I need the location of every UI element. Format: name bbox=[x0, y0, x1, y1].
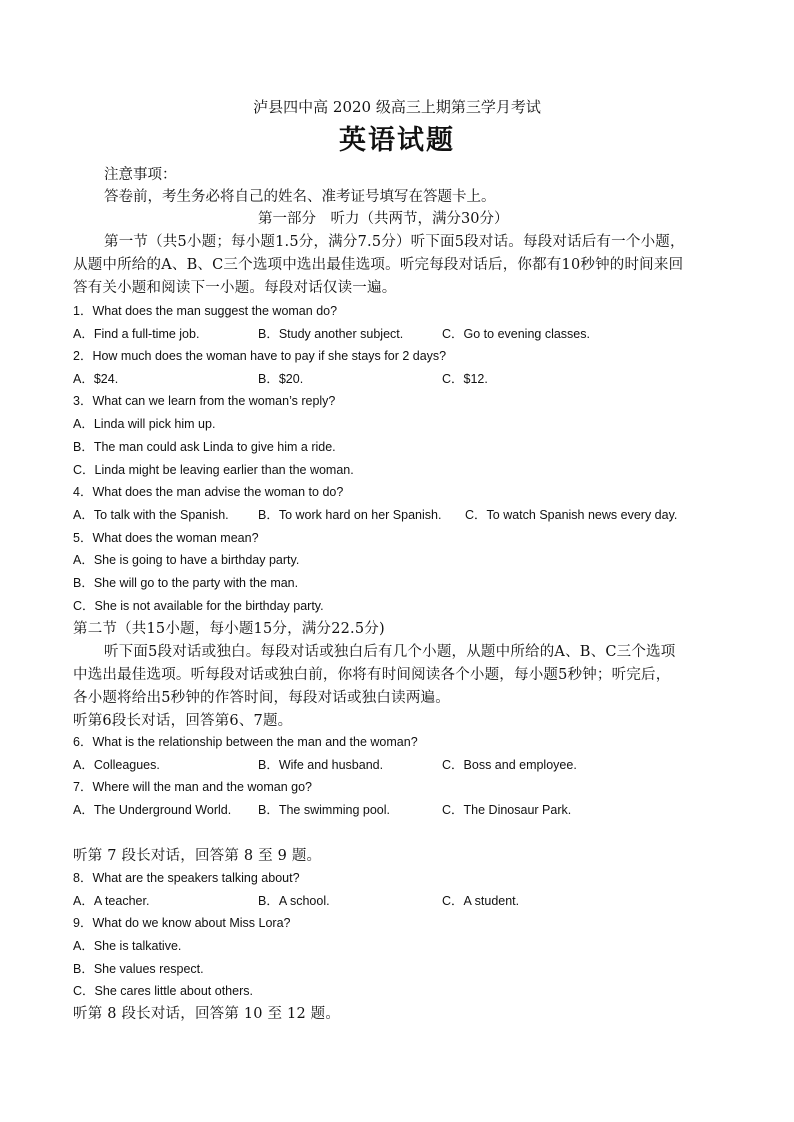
question-1-stem: 1．What does the man suggest the woman do? bbox=[73, 304, 338, 318]
question-4-option-c: C．To watch Spanish news every day. bbox=[465, 508, 678, 522]
question-2-stem: 2．How much does the woman have to pay if she stays for 2 days? bbox=[73, 349, 447, 363]
question-2-option-a: A．$24. bbox=[73, 372, 119, 386]
dialog-8-instruction: 听第 8 段长对话，回答第 10 至 12 题。 bbox=[73, 1006, 341, 1022]
part1-heading: 第一部分 听力（共两节，满分30分） bbox=[258, 211, 509, 227]
question-6-option-a: A．Colleagues. bbox=[73, 758, 160, 772]
question-7-option-b: B．The swimming pool. bbox=[258, 803, 390, 817]
question-8-option-a: A．A teacher. bbox=[73, 894, 150, 908]
question-7-stem: 7．Where will the man and the woman go? bbox=[73, 780, 313, 794]
question-4-stem: 4．What does the man advise the woman to do? bbox=[73, 485, 344, 499]
question-2-option-b: B．$20. bbox=[258, 372, 304, 386]
question-9-stem: 9．What do we know about Miss Lora? bbox=[73, 916, 291, 930]
question-3-option-b: B．The man could ask Linda to give him a ride. bbox=[73, 440, 336, 454]
question-3-option-c: C．Linda might be leaving earlier than the woman. bbox=[73, 463, 354, 477]
question-7-option-a: A．The Underground World. bbox=[73, 803, 232, 817]
exam-subtitle: 泸县四中高 2020 级高三上期第三学月考试 bbox=[253, 98, 541, 116]
question-3-option-a: A．Linda will pick him up. bbox=[73, 417, 216, 431]
question-9-option-a: A．She is talkative. bbox=[73, 939, 182, 953]
dialog-6-instruction: 听第6段长对话，回答第6、7题。 bbox=[73, 713, 293, 729]
question-6-option-b: B．Wife and husband. bbox=[258, 758, 384, 772]
question-7-option-c: C．The Dinosaur Park. bbox=[442, 803, 572, 817]
exam-title: 英语试题 bbox=[339, 125, 455, 156]
notice-text: 答卷前，考生务必将自己的姓名、准考证号填写在答题卡上。 bbox=[104, 189, 496, 205]
question-8-option-c: C．A student. bbox=[442, 894, 520, 908]
section1-intro-line2: 从题中所给的A、B、C三个选项中选出最佳选项。听完每段对话后，你都有10秒钟的时间来回 bbox=[73, 257, 684, 273]
question-5-option-c: C．She is not available for the birthday party. bbox=[73, 599, 324, 613]
section1-intro-line1: 第一节（共5小题；每小题1.5分，满分7.5分）听下面5段对话。每段对话后有一个小题， bbox=[104, 234, 685, 250]
question-9-option-b: B．She values respect. bbox=[73, 962, 204, 976]
question-4-option-b: B．To work hard on her Spanish. bbox=[258, 508, 442, 522]
question-6-stem: 6．What is the relationship between the man and the woman? bbox=[73, 735, 418, 749]
section2-intro-line3: 各小题将给出5秒钟的作答时间，每段对话或独白读两遍。 bbox=[73, 690, 450, 706]
section2-heading: 第二节（共15小题，每小题15分，满分22.5分) bbox=[73, 621, 385, 637]
question-4-option-a: A．To talk with the Spanish. bbox=[73, 508, 229, 522]
question-5-option-a: A．She is going to have a birthday party. bbox=[73, 553, 300, 567]
question-1-option-c: C．Go to evening classes. bbox=[442, 327, 590, 341]
question-9-option-c: C．She cares little about others. bbox=[73, 984, 253, 998]
question-3-stem: 3．What can we learn from the woman’s reply? bbox=[73, 394, 336, 408]
question-1-option-b: B．Study another subject. bbox=[258, 327, 404, 341]
question-1-option-a: A．Find a full-time job. bbox=[73, 327, 200, 341]
question-5-stem: 5．What does the woman mean? bbox=[73, 531, 259, 545]
question-5-option-b: B．She will go to the party with the man. bbox=[73, 576, 299, 590]
section2-intro-line2: 中选出最佳选项。听每段对话或独白前，你将有时间阅读各个小题，每小题5秒钟；听完后， bbox=[73, 667, 671, 683]
notice-label: 注意事项： bbox=[104, 167, 177, 183]
question-8-option-b: B．A school. bbox=[258, 894, 330, 908]
section1-intro-line3: 答有关小题和阅读下一小题。每段对话仅读一遍。 bbox=[73, 280, 397, 296]
dialog-7-instruction: 听第 7 段长对话，回答第 8 至 9 题。 bbox=[73, 848, 322, 864]
question-8-stem: 8．What are the speakers talking about? bbox=[73, 871, 300, 885]
section2-intro-line1: 听下面5段对话或独白。每段对话或独白后有几个小题，从题中所给的A、B、C三个选项 bbox=[104, 644, 676, 660]
question-2-option-c: C．$12. bbox=[442, 372, 488, 386]
question-6-option-c: C．Boss and employee. bbox=[442, 758, 577, 772]
